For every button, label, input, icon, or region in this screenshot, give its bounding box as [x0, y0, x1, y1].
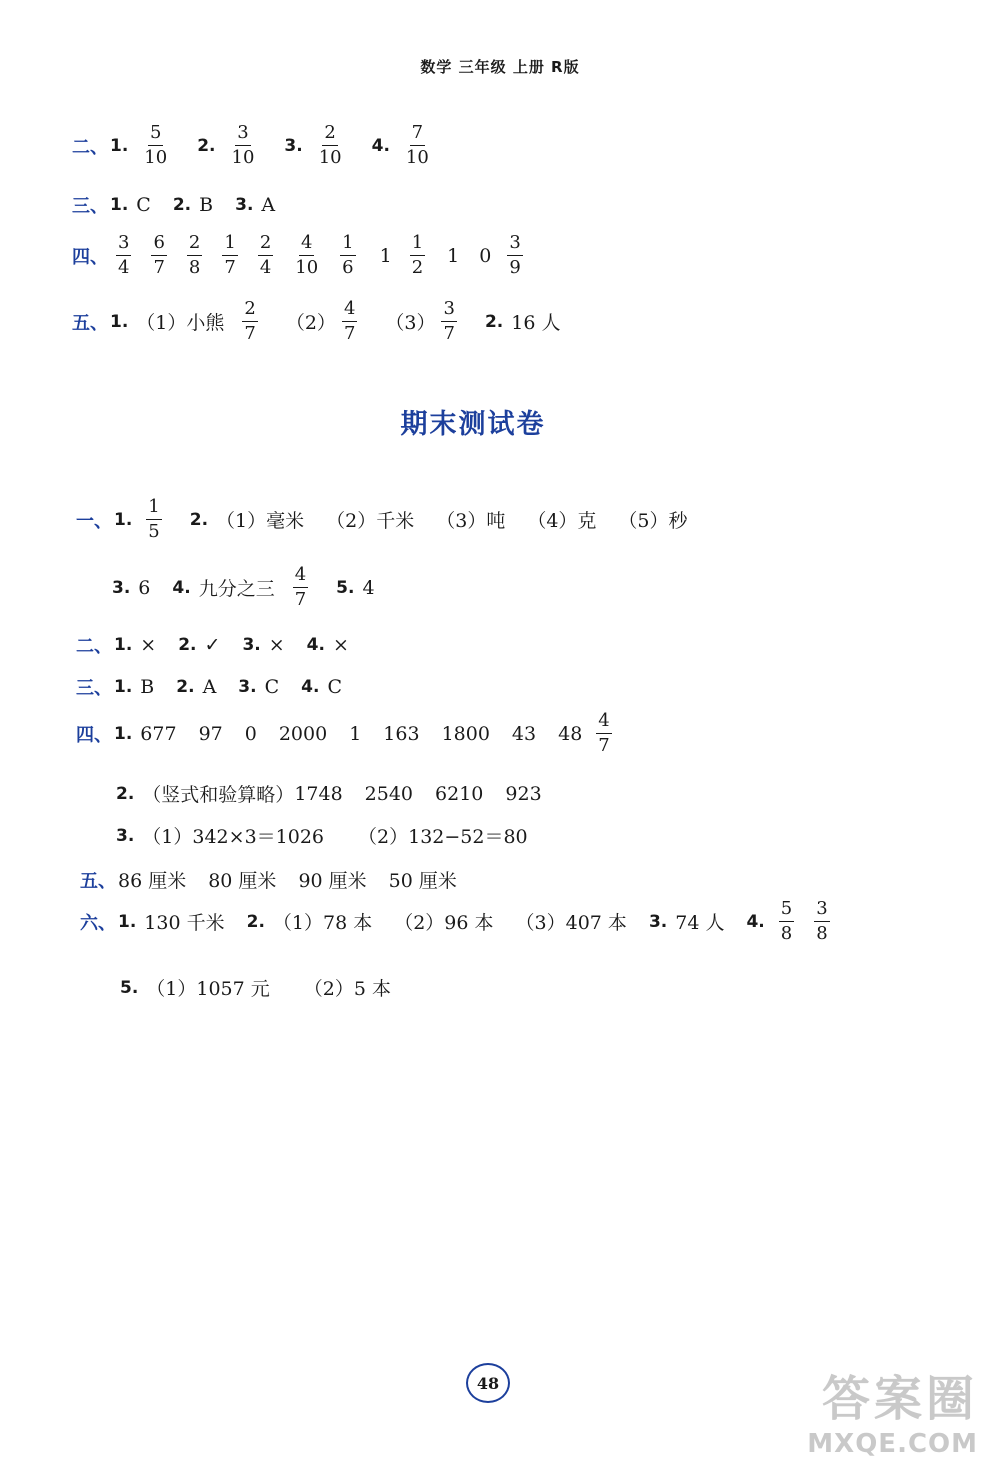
answer: 6	[138, 576, 151, 599]
question-number: 3.	[116, 825, 135, 846]
section-label: 三、	[72, 196, 108, 217]
value: 0	[244, 722, 257, 745]
value: 50 厘米	[388, 870, 457, 892]
fraction: $\frac{4}{7}$	[294, 564, 307, 610]
question-number: 4.	[371, 135, 390, 156]
note: （竖式和验算略）	[142, 784, 295, 806]
answer: ✓	[204, 634, 221, 656]
fraction: $\frac{2}{4}$	[259, 232, 272, 278]
fraction: $\frac{4}{10}$	[295, 232, 319, 278]
section-label: 三、	[76, 678, 112, 699]
answer-row-4	[72, 234, 529, 277]
question-number: 1.	[114, 635, 133, 655]
answer: B	[140, 676, 155, 698]
question-number: 4.	[746, 911, 765, 932]
fraction: $\frac{1}{6}$	[342, 232, 354, 278]
value: 48	[558, 722, 583, 745]
question-number: 3.	[235, 195, 254, 215]
answer-row-3	[76, 674, 342, 700]
question-number: 2.	[172, 195, 192, 215]
value: 2540	[364, 782, 414, 805]
answer-row-2	[72, 124, 437, 167]
answer-row-5	[72, 300, 560, 343]
value: 2000	[278, 722, 328, 745]
question-number: 1.	[110, 195, 129, 215]
section-label: 五、	[72, 312, 108, 334]
equation: （2）132−52＝80	[358, 826, 528, 848]
fraction: $\frac{1}{2}$	[411, 232, 424, 278]
answer: A	[202, 676, 217, 698]
fraction: $\frac{1}{5}$	[148, 496, 160, 542]
question-number: 1.	[118, 911, 137, 932]
fraction: $\frac{3}{10}$	[231, 122, 255, 168]
question-number: 4.	[172, 577, 191, 598]
answer: （5）秒	[618, 510, 688, 532]
question-number: 2.	[246, 911, 265, 932]
answer-row-4b	[116, 780, 542, 807]
value: 1800	[441, 722, 490, 745]
page-number: 48	[466, 1363, 510, 1403]
whole-number: 0	[479, 244, 492, 267]
answer: ×	[268, 634, 285, 656]
answer: （1）1057 元	[146, 978, 270, 1000]
fraction: $\frac{4}{7}$	[598, 710, 610, 756]
answer: （2）	[285, 312, 336, 334]
answer: （1）78 本	[272, 912, 373, 934]
answer: ×	[140, 634, 157, 656]
question-number: 2.	[178, 635, 197, 655]
question-number: 4.	[306, 635, 325, 655]
section-label: 二、	[76, 636, 112, 657]
fraction: $\frac{6}{7}$	[153, 232, 165, 278]
question-number: 2.	[116, 783, 135, 804]
question-number: 3.	[112, 577, 131, 598]
whole-number: 1	[379, 244, 392, 267]
answer-row-6b	[120, 974, 391, 1001]
answer: （2）96 本	[394, 912, 494, 934]
question-number: 1.	[110, 135, 129, 156]
answer: 4	[362, 576, 375, 599]
value: 86 厘米	[118, 870, 187, 892]
fraction: $\frac{3}{7}$	[443, 298, 455, 344]
section-label: 二、	[72, 136, 108, 158]
answer: （3）	[385, 312, 436, 334]
value: 6210	[435, 782, 484, 805]
question-number: 3.	[648, 911, 668, 932]
answer-row-2	[76, 632, 349, 658]
answer: ×	[332, 634, 349, 656]
question-number: 4.	[301, 677, 320, 697]
answer: （2）千米	[326, 510, 415, 532]
value: 163	[383, 722, 420, 745]
fraction: $\frac{3}{9}$	[509, 232, 521, 278]
answer: （2）5 本	[303, 978, 391, 1000]
question-number: 2.	[484, 311, 504, 332]
question-number: 2.	[176, 677, 195, 697]
section-label: 一、	[76, 510, 112, 532]
answer: （4）克	[527, 510, 597, 532]
value: 677	[140, 722, 177, 745]
question-number: 3.	[238, 677, 257, 697]
answer-row-1b	[112, 566, 375, 609]
equation: （1）342×3＝1026	[142, 826, 325, 848]
value: 43	[511, 722, 537, 745]
question-number: 3.	[242, 635, 261, 655]
answer-row-4c	[116, 822, 528, 849]
answer-row-5	[80, 866, 457, 893]
answer: 九分之三	[198, 578, 275, 600]
answer: A	[261, 194, 276, 216]
value: 90 厘米	[298, 870, 367, 892]
section-label: 六、	[80, 912, 116, 934]
value: 97	[198, 722, 223, 745]
answer: B	[199, 194, 214, 216]
value: 80 厘米	[208, 870, 277, 892]
value: 1	[349, 722, 362, 745]
question-number: 2.	[197, 135, 216, 156]
question-number: 1.	[114, 509, 133, 530]
question-number: 1.	[114, 723, 133, 744]
answer-row-1	[76, 498, 688, 541]
section-label: 四、	[72, 246, 108, 268]
whole-number: 1	[447, 244, 460, 267]
section-label: 五、	[80, 870, 116, 892]
question-number: 2.	[189, 509, 209, 530]
answer: C	[136, 194, 151, 216]
answer: （3）吨	[436, 510, 506, 532]
watermark	[807, 1360, 978, 1459]
answer: C	[327, 676, 342, 698]
running-header: 数学 三年级 上册 R版	[420, 58, 580, 76]
answer: （1）小熊	[136, 312, 225, 334]
answer: 130 千米	[144, 912, 225, 934]
section-label: 四、	[76, 724, 112, 746]
fraction: $\frac{3}{4}$	[118, 232, 130, 278]
answer-row-3	[72, 192, 275, 218]
fraction: $\frac{2}{10}$	[318, 122, 342, 168]
watermark-url: MXQE.COM	[807, 1429, 978, 1459]
answer-row-6	[80, 900, 836, 943]
value: 923	[505, 782, 542, 805]
answer: （3）407 本	[515, 912, 627, 934]
fraction: $\frac{5}{10}$	[144, 122, 168, 168]
question-number: 1.	[110, 311, 129, 332]
question-number: 3.	[284, 135, 303, 156]
fraction: $\frac{5}{8}$	[780, 898, 793, 944]
question-number: 5.	[336, 577, 355, 598]
answer: （1）毫米	[216, 510, 305, 532]
fraction: $\frac{4}{7}$	[343, 298, 356, 344]
answer-row-4	[76, 712, 618, 755]
fraction: $\frac{2}{8}$	[188, 232, 201, 278]
answer: 16 人	[511, 312, 561, 334]
value: 1748	[294, 782, 343, 805]
fraction: $\frac{3}{8}$	[816, 898, 828, 944]
answer: 74 人	[675, 912, 725, 934]
question-number: 5.	[120, 977, 139, 998]
fraction: $\frac{2}{7}$	[244, 298, 256, 344]
watermark-logo: 答案圈	[821, 1371, 978, 1427]
fraction: $\frac{1}{7}$	[224, 232, 236, 278]
fraction: $\frac{7}{10}$	[405, 122, 429, 168]
answer: C	[264, 676, 280, 698]
section-title: 期末测试卷	[400, 409, 546, 440]
question-number: 1.	[114, 677, 133, 697]
